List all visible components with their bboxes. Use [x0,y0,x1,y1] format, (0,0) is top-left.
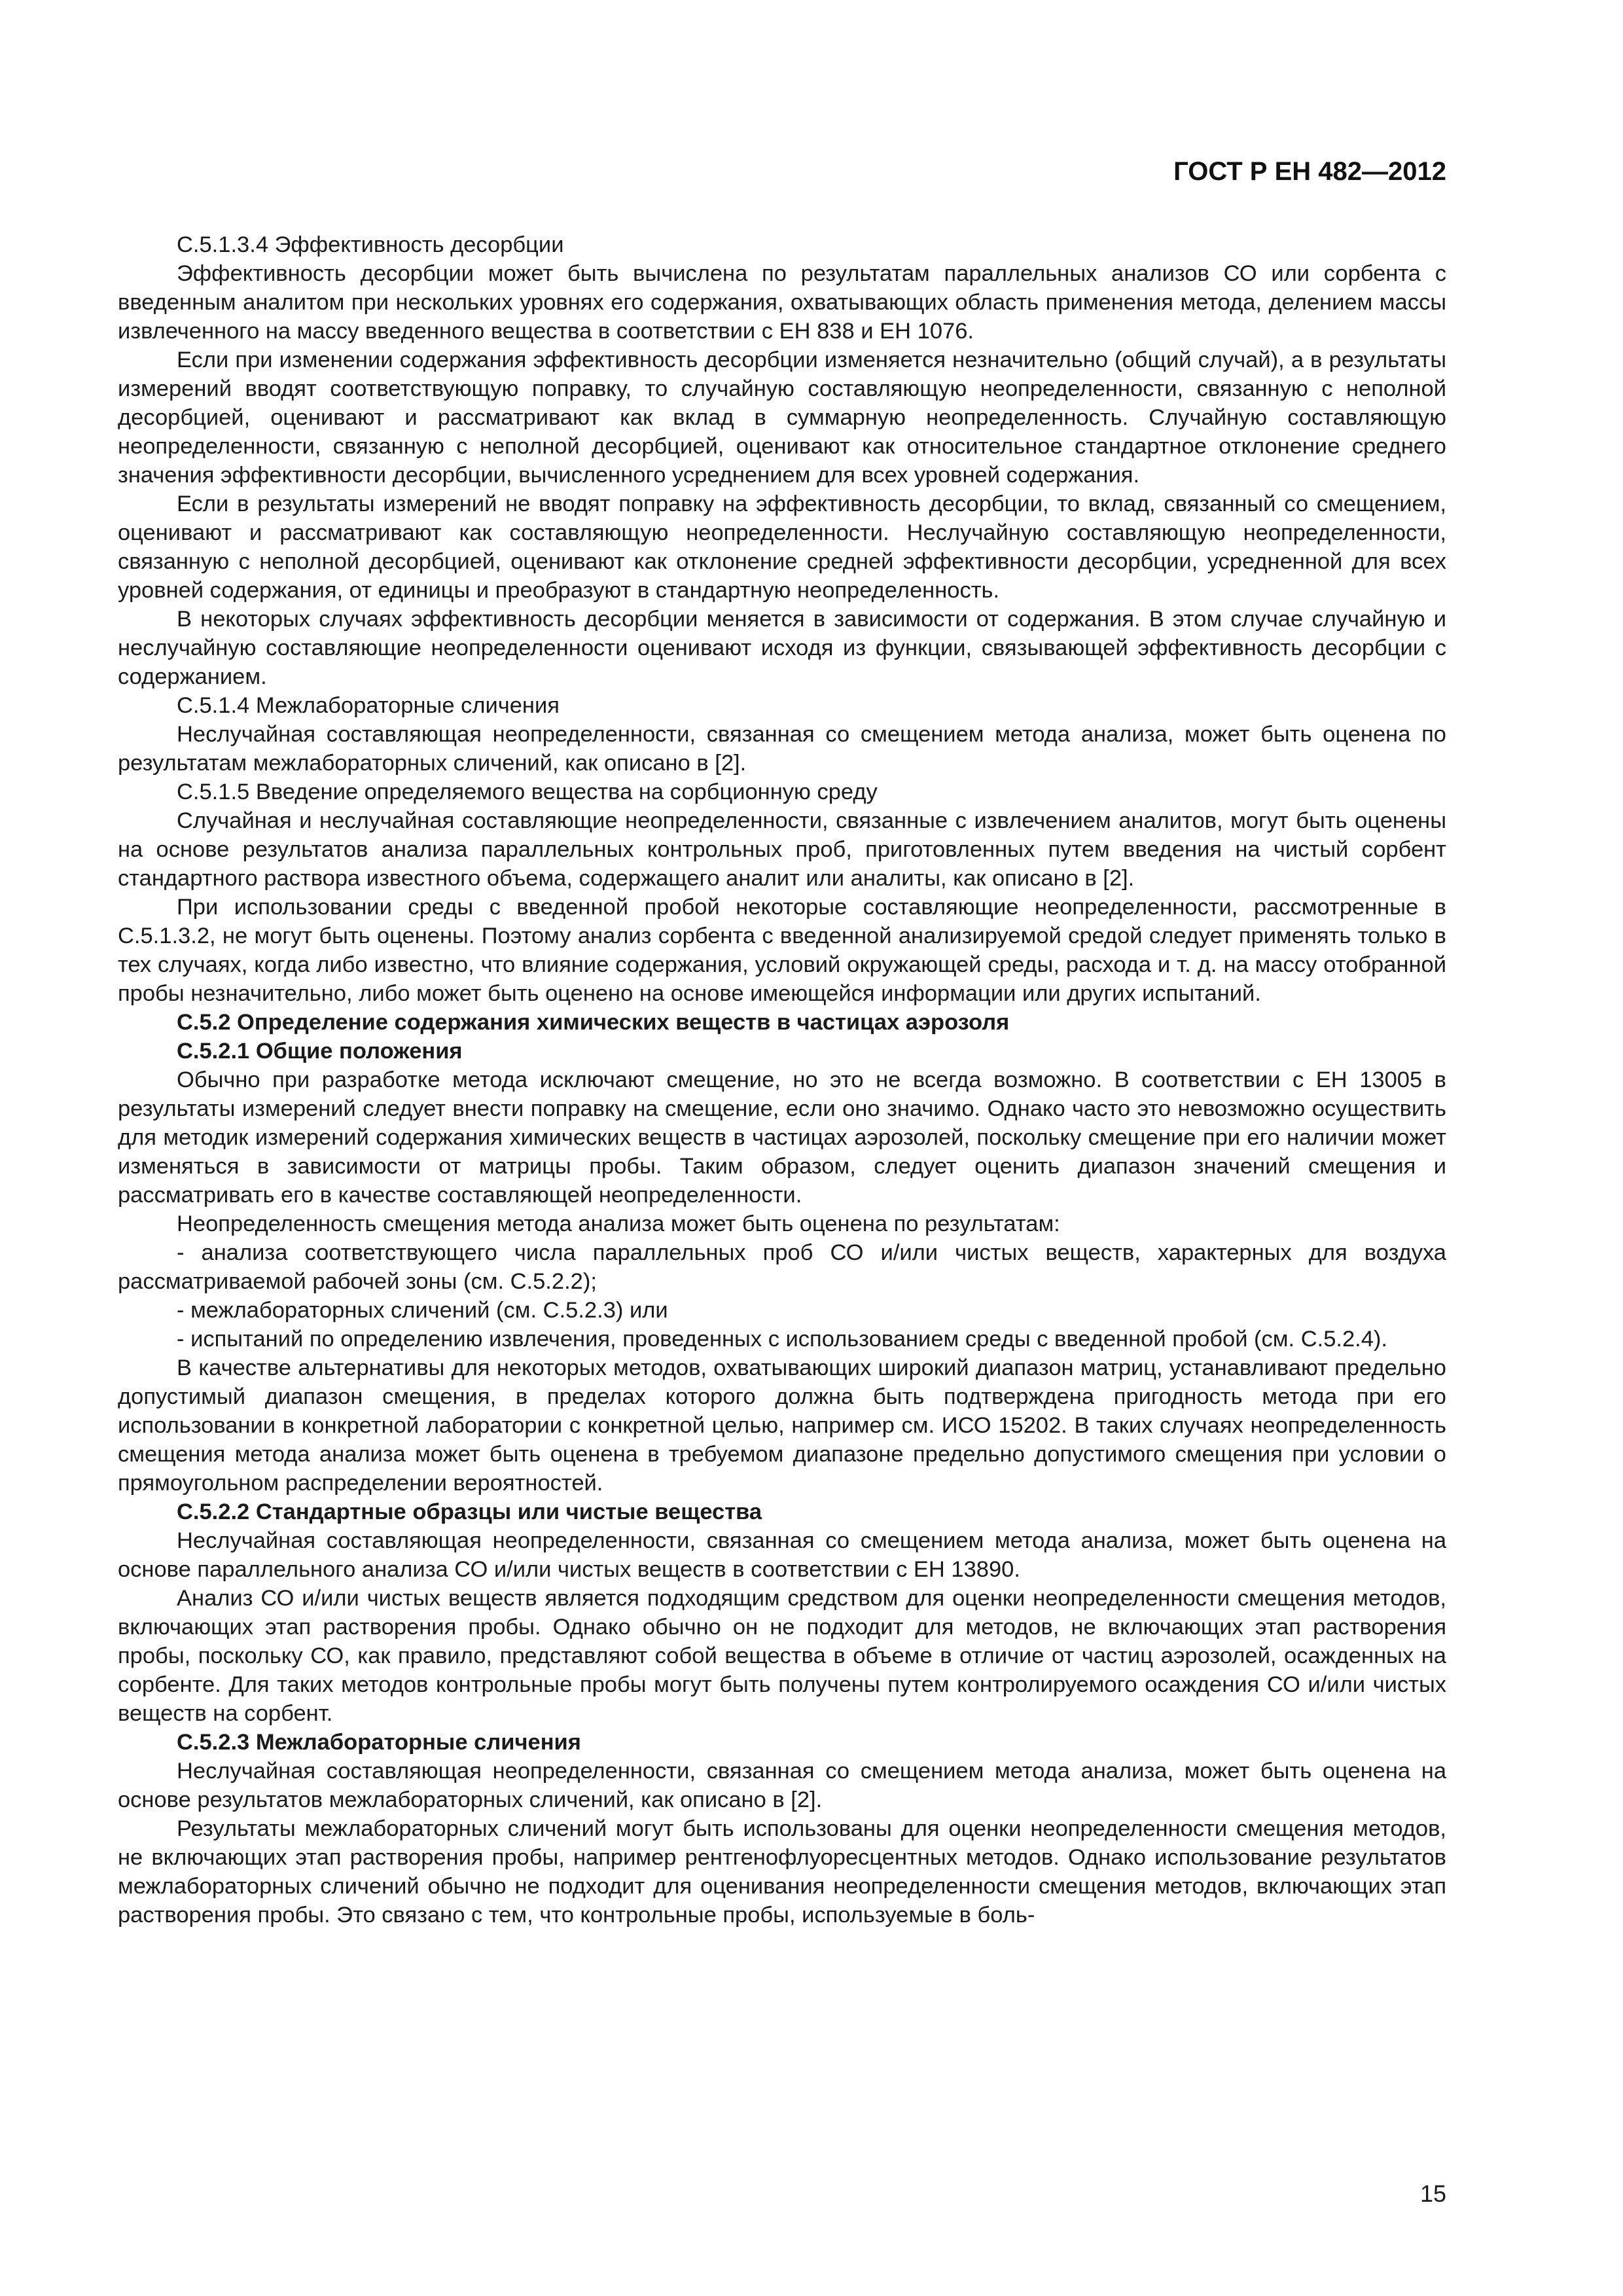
paragraph: Если в результаты измерений не вводят поправку на эффективность десорбции, то вклад, связанный со смещением, оценивают и рассматривают как составляющую неопределенности. Неслучайную составляющую неопределенности, связанную с неполной десорбцией, оценивают как отклонение средней эффективности десорбции, усредненной для всех уровней содержания, от единицы и преобразуют в стандартную неопределенность. [118,492,1446,603]
paragraph: Неслучайная составляющая неопределенности, связанная со смещением метода анализа, может быть оценена на основе результатов межлабораторных сличений, как описано в [2]. [118,1759,1446,1812]
paragraph: Результаты межлабораторных сличений могут быть использованы для оценки неопределенности смещения методов, не включающих этап растворения пробы, например рентгенофлуоресцентных методов. Однако использование результатов межлабораторных сличений обычно не подходит для оценивания неопределенности смещения методов, включающих этап растворения пробы. Это связано с тем, что контрольные пробы, используемые в боль- [118,1816,1446,1928]
section-heading-c522: С.5.2.2 Стандартные образцы или чистые вещества [177,1499,762,1524]
list-item: - межлабораторных сличений (см. С.5.2.3) или [177,1298,668,1323]
section-heading-c523: С.5.2.3 Межлабораторные сличения [177,1730,581,1755]
list-item: - анализа соответствующего числа параллельных проб СО и/или чистых веществ, характерных для воздуха рассматриваемой рабочей зоны (см. С.5.2.2); [118,1240,1446,1294]
paragraph: Неслучайная составляющая неопределенности, связанная со смещением метода анализа, может быть оценена на основе параллельного анализа СО и/или чистых веществ в соответствии с ЕН 13890. [118,1528,1446,1582]
document-header: ГОСТ Р ЕН 482—2012 [1173,157,1446,186]
page-number: 15 [1419,2180,1446,2207]
paragraph: При использовании среды с введенной пробой некоторые составляющие неопределенности, рассмотренные в С.5.1.3.2, не могут быть оценены. Поэтому анализ сорбента с введенной анализируемой средой следует применять только в тех случаях, когда либо известно, что влияние содержания, условий окружающей среды, расхода и т. д. на массу отобранной пробы незначительно, либо может быть оценено на основе имеющейся информации или других испытаний. [118,895,1446,1006]
clause-heading-c5134: С.5.1.3.4 Эффективность десорбции [177,232,564,257]
paragraph: Неопределенность смещения метода анализа может быть оценена по результатам: [177,1211,1060,1236]
paragraph: Обычно при разработке метода исключают смещение, но это не всегда возможно. В соответствии с ЕН 13005 в результаты измерений следует внести поправку на смещение, если оно значимо. Однако часто это невозможно осуществить для методик измерений содержания химических веществ в частицах аэрозолей, поскольку смещение при его наличии может изменяться в зависимости от матрицы пробы. Таким образом, следует оценить диапазон значений смещения и рассматривать его в качестве составляющей неопределенности. [118,1067,1446,1208]
paragraph: Эффективность десорбции может быть вычислена по результатам параллельных анализов СО или сорбента с введенным аналитом при нескольких уровнях его содержания, охватывающих область применения метода, делением массы извлеченного на массу введенного вещества в соответствии с ЕН 838 и ЕН 1076. [118,261,1446,344]
list-item: - испытаний по определению извлечения, проведенных с использованием среды с введенной пробой (см. С.5.2.4). [177,1327,1387,1352]
paragraph: Случайная и неслучайная составляющие неопределенности, связанные с извлечением аналитов, могут быть оценены на основе результатов анализа параллельных контрольных проб, приготовленных путем введения на чистый сорбент стандартного раствора известного объема, содержащего аналит или аналиты, как описано в [2]. [118,808,1446,891]
document-page [118,157,1446,2238]
section-heading-c521: С.5.2.1 Общие положения [177,1039,463,1064]
paragraph: Неслучайная составляющая неопределенности, связанная со смещением метода анализа, может быть оценена по результатам межлабораторных сличений, как описано в [2]. [118,722,1446,776]
clause-heading-c515: С.5.1.5 Введение определяемого вещества на сорбционную среду [177,780,878,804]
paragraph: Анализ СО и/или чистых веществ является подходящим средством для оценки неопределенности смещения методов, включающих этап растворения пробы. Однако обычно он не подходит для методов, не включающих этап растворения пробы, поскольку СО, как правило, представляют собой вещества в объеме в отличие от частиц аэрозолей, осажденных на сорбенте. Для таких методов контрольные пробы могут быть получены путем контролируемого осаждения СО и/или чистых веществ на сорбент. [118,1586,1446,1726]
paragraph: Если при изменении содержания эффективность десорбции изменяется незначительно (общий случай), а в результаты измерений вводят соответствующую поправку, то случайную составляющую неопределенности, связанную с неполной десорбцией, оценивают и рассматривают как вклад в суммарную неопределенность. Случайную составляющую неопределенности, связанную с неполной десорбцией, оценивают как относительное стандартное отклонение среднего значения эффективности десорбции, вычисленного усреднением для всех уровней содержания. [118,348,1446,488]
paragraph: В качестве альтернативы для некоторых методов, охватывающих широкий диапазон матриц, устанавливают предельно допустимый диапазон смещения, в пределах которого должна быть подтверждена пригодность метода при его использовании в конкретной лаборатории с конкретной целью, например см. ИСО 15202. В таких случаях неопределенность смещения метода анализа может быть оценена в требуемом диапазоне предельно допустимого смещения при условии о прямоугольном распределении вероятностей. [118,1355,1446,1496]
paragraph: В некоторых случаях эффективность десорбции меняется в зависимости от содержания. В этом случае случайную и неслучайную составляющие неопределенности оценивают исходя из функции, связывающей эффективность десорбции с содержанием. [118,607,1446,689]
section-heading-c52: С.5.2 Определение содержания химических веществ в частицах аэрозоля [177,1010,1010,1035]
document-body [118,230,1446,1929]
clause-heading-c514: С.5.1.4 Межлабораторные сличения [177,693,560,718]
